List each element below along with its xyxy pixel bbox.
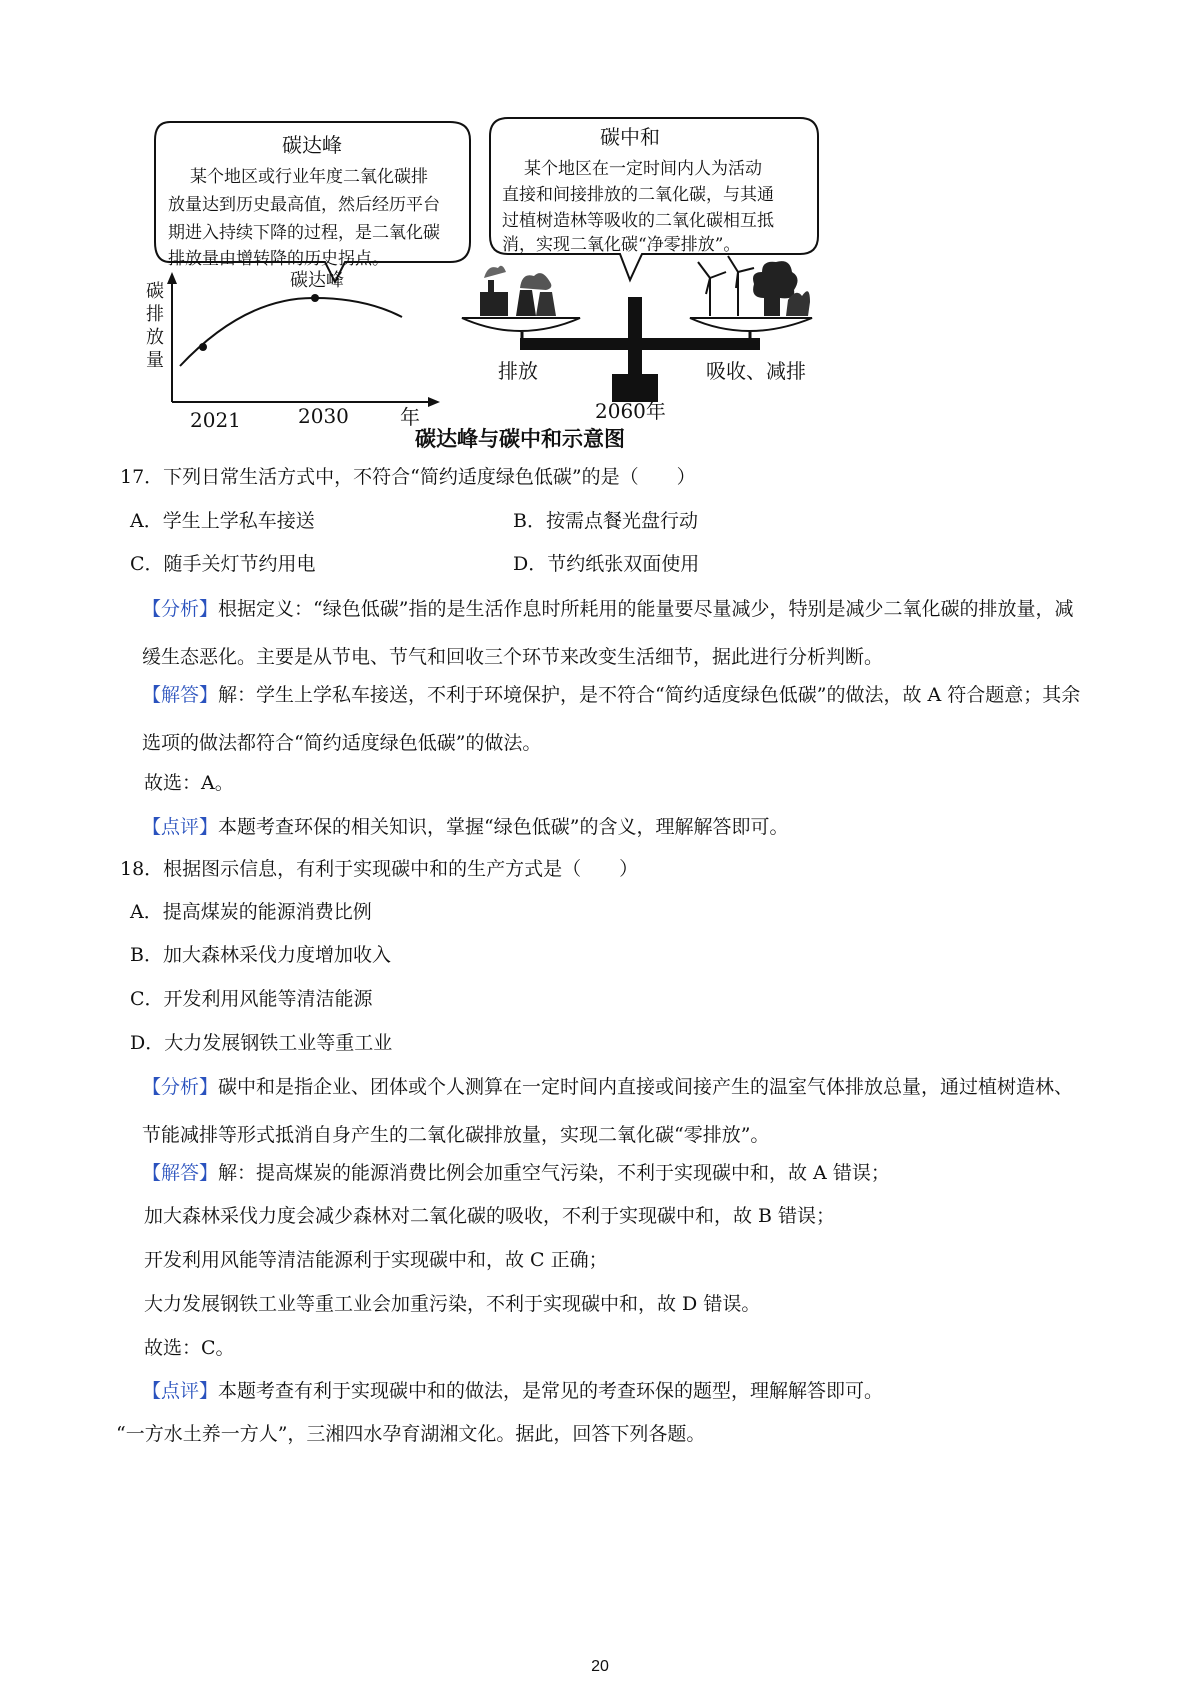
neutral-bubble-line-3: 过植树造林等吸收的二氧化碳相互抵 — [502, 211, 774, 231]
q18-stem: 18．根据图示信息，有利于实现碳中和的生产方式是（ ） — [120, 858, 639, 880]
q18-option-c: C．开发利用风能等清洁能源 — [130, 988, 373, 1010]
right-pan — [690, 318, 812, 331]
q17-option-a: A．学生上学私车接送 — [130, 510, 315, 532]
peak-bubble-line-2: 放量达到历史最高值，然后经历平台 — [168, 195, 440, 215]
q17-option-c: C．随手关灯节约用电 — [130, 553, 316, 575]
neutral-bubble-line-1: 某个地区在一定时间内人为活动 — [524, 159, 762, 179]
figure-svg — [146, 112, 890, 494]
q17-comment — [142, 803, 1082, 851]
q18-option-b: B．加大森林采伐力度增加收入 — [130, 944, 391, 966]
q18-choice: 故选：C。 — [144, 1337, 235, 1359]
q17-analysis-text: 根据定义：“绿色低碳”指的是生活作息时所耗用的能量要尽量减少，特别是减少二氧化碳的排放量，减缓生态恶化。主要是从节电、节气和回收三个环节来改变生活细节，据此进行分析判断。 — [142, 598, 1074, 668]
q18-comment — [142, 1367, 1082, 1415]
q17-answer-tag: 【解答】 — [142, 684, 219, 706]
graph-ylabel-3: 放 — [146, 327, 164, 348]
q18-analysis-text: 碳中和是指企业、团体或个人测算在一定时间内直接或间接产生的温室气体排放总量，通过植树造林、节能减排等形式抵消自身产生的二氧化碳排放量，实现二氧化碳“零排放”。 — [142, 1076, 1074, 1146]
graph-y-arrow — [167, 272, 177, 284]
scale-right-label: 吸收、减排 — [706, 359, 806, 383]
peak-bubble-line-4: 排放量由增转降的历史拐点。 — [168, 249, 389, 269]
graph-point-2021 — [199, 343, 207, 351]
q18-answer-text: 解：提高煤炭的能源消费比例会加重空气污染，不利于实现碳中和，故 A 错误； — [218, 1162, 890, 1184]
q17-analysis-tag: 【分析】 — [142, 598, 219, 620]
q18-answer-tag: 【解答】 — [142, 1162, 219, 1184]
graph-xtick-2030: 2030 — [298, 404, 349, 428]
q18-option-d: D．大力发展钢铁工业等重工业 — [130, 1032, 393, 1054]
graph-ylabel-1: 碳 — [146, 281, 164, 302]
q18-comment-tag: 【点评】 — [142, 1380, 219, 1402]
graph-ylabel-2: 排 — [146, 304, 164, 325]
q18-option-a: A．提高煤炭的能源消费比例 — [130, 901, 372, 923]
neutral-bubble-title: 碳中和 — [600, 125, 660, 149]
graph-peak-label: 碳达峰 — [290, 270, 344, 291]
wind-turbine-icon — [698, 256, 754, 316]
neutral-bubble-line-4: 消，实现二氧化碳“净零排放”。 — [502, 235, 741, 255]
q17-choice: 故选：A。 — [144, 772, 234, 794]
peak-bubble-line-3: 期进入持续下降的过程，是二氧化碳 — [168, 223, 440, 243]
q18-answer-c: 开发利用风能等清洁能源利于实现碳中和，故 C 正确； — [144, 1249, 608, 1271]
q17-answer-text: 解：学生上学私车接送，不利于环境保护，是不符合“简约适度绿色低碳”的做法，故 A 符合题意；其余选项的做法都符合“简约适度绿色低碳”的做法。 — [142, 684, 1081, 754]
scale-year: 2060年 — [595, 399, 666, 423]
peak-bubble-title: 碳达峰 — [282, 133, 342, 157]
tree-icon — [753, 261, 810, 316]
graph-curve — [180, 298, 402, 366]
q18-comment-text: 本题考查有利于实现碳中和的做法，是常见的考查环保的题型，理解解答即可。 — [218, 1380, 884, 1402]
graph-point-peak — [311, 294, 319, 302]
q17-analysis — [142, 585, 1082, 681]
q17-comment-text: 本题考查环保的相关知识，掌握“绿色低碳”的含义，理解解答即可。 — [218, 816, 789, 838]
neutral-bubble-line-2: 直接和间接排放的二氧化碳，与其通 — [502, 185, 774, 205]
q17-option-d: D．节约纸张双面使用 — [513, 553, 700, 575]
q17-option-b: B．按需点餐光盘行动 — [513, 510, 698, 532]
q18-analysis-tag: 【分析】 — [142, 1076, 219, 1098]
scale-beam — [520, 338, 760, 350]
graph-xtick-2021: 2021 — [190, 408, 241, 432]
graph-x-arrow — [428, 397, 440, 407]
graph-x-unit: 年 — [400, 405, 420, 429]
factory-icon — [480, 266, 556, 316]
q17-stem: 17．下列日常生活方式中，不符合“简约适度绿色低碳”的是（ ） — [120, 466, 696, 488]
carbon-figure — [146, 112, 890, 494]
q18-answer — [142, 1149, 1082, 1197]
q18-analysis — [142, 1063, 1082, 1159]
page-number: 20 — [591, 1658, 609, 1675]
left-pan — [462, 318, 580, 331]
scale-left-label: 排放 — [498, 359, 538, 383]
figure-caption: 碳达峰与碳中和示意图 — [415, 426, 625, 451]
q17-answer — [142, 671, 1082, 767]
peak-bubble-line-1: 某个地区或行业年度二氧化碳排 — [190, 167, 428, 187]
intro-text: “一方水土养一方人”，三湘四水孕育湖湘文化。据此，回答下列各题。 — [116, 1423, 706, 1445]
q18-answer-b: 加大森林采伐力度会减少森林对二氧化碳的吸收，不利于实现碳中和，故 B 错误； — [144, 1205, 836, 1227]
graph-ylabel-4: 量 — [146, 350, 164, 371]
q17-comment-tag: 【点评】 — [142, 816, 219, 838]
q18-answer-d: 大力发展钢铁工业等重工业会加重污染，不利于实现碳中和，故 D 错误。 — [144, 1293, 761, 1315]
